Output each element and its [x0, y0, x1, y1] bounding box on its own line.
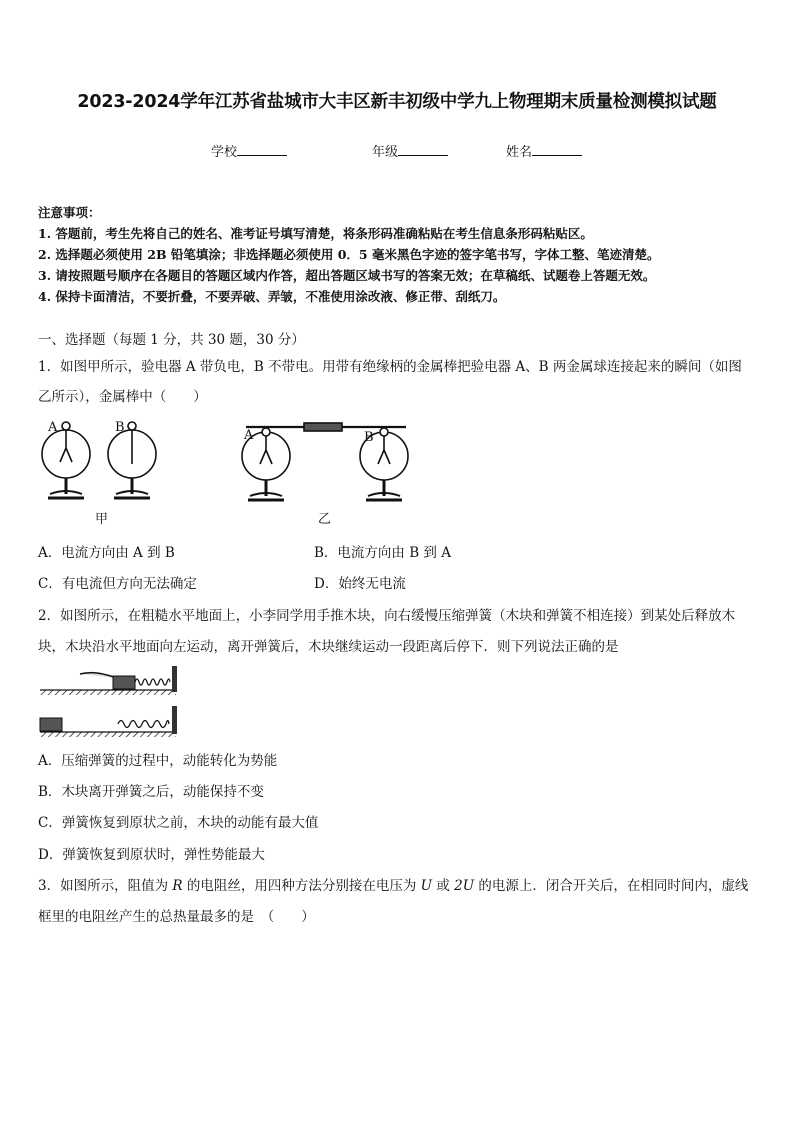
grade-field: [372, 141, 448, 160]
q2-text-line1: 2．如图所示，在粗糙水平地面上，小李同学用手推木块，向右缓慢压缩弹簧（木块和弹簧不相连接）到某处后释放木: [38, 608, 736, 624]
q2-option-d: D．弹簧恢复到原状时，弹性势能最大: [38, 847, 265, 863]
name-field: [506, 141, 582, 160]
q3-text: 的电阻丝，用四种方法分别接在电压为: [182, 878, 421, 894]
school-blank: [237, 143, 287, 156]
q3-text: 或: [432, 878, 455, 894]
page-title: 2023-2024学年江苏省盐城市大丰区新丰初级中学九上物理期末质量检测模拟试题: [77, 92, 717, 112]
q2-option-a: A．压缩弹簧的过程中，动能转化为势能: [38, 753, 278, 769]
school-field: [211, 141, 287, 160]
q1-text-line1: 1．如图甲所示，验电器 A 带负电，B 不带电。用带有绝缘柄的金属棒把验电器 A、B 两金属球连接起来的瞬间（如图: [38, 359, 742, 375]
electroscope-figure-yi: [236, 418, 416, 508]
name-label: 姓名: [506, 145, 533, 160]
figure-jia-caption: 甲: [95, 512, 109, 527]
q3-symbol-u: U: [420, 878, 433, 894]
electroscope-a-label: A: [48, 420, 58, 435]
q2-option-c: C．弹簧恢复到原状之前，木块的动能有最大值: [38, 815, 319, 831]
section-heading: 一、选择题（每题 1 分，共 30 题，30 分）: [38, 332, 305, 348]
note-item: 1. 答题前，考生先将自己的姓名、准考证号填写清楚，将条形码准确粘贴在考生信息条形码粘贴区。: [38, 226, 593, 241]
grade-label: 年级: [372, 145, 399, 160]
electroscope-b-label: B: [364, 430, 374, 445]
notes-heading: 注意事项：: [38, 205, 101, 220]
electroscope-a-label: A: [244, 428, 254, 443]
grade-blank: [398, 143, 448, 156]
electroscope-figure-jia: [38, 418, 168, 508]
q1-option-b: B．电流方向由 B 到 A: [314, 545, 451, 561]
q3-text: 3．如图所示，阻值为: [38, 878, 173, 894]
q3-text: 的电源上．闭合开关后，在相同时间内，虚线: [474, 878, 749, 894]
name-blank: [532, 143, 582, 156]
spring-block-figure: [38, 662, 183, 744]
note-item: 4. 保持卡面清洁，不要折叠，不要弄破、弄皱，不准使用涂改液、修正带、刮纸刀。: [38, 289, 506, 304]
electroscope-b-label: B: [115, 420, 125, 435]
q1-option-a: A．电流方向由 A 到 B: [38, 545, 175, 561]
q1-option-d: D．始终无电流: [314, 576, 406, 592]
q2-option-b: B．木块离开弹簧之后，动能保持不变: [38, 784, 264, 800]
q3-text-line1: [38, 874, 748, 894]
q1-option-c: C．有电流但方向无法确定: [38, 576, 197, 592]
note-item: 2. 选择题必须使用 2B 铅笔填涂；非选择题必须使用 0．5 毫米黑色字迹的签字笔书写，字体工整、笔迹清楚。: [38, 247, 660, 262]
insulating-handle: [304, 423, 342, 431]
school-label: 学校: [211, 145, 238, 160]
q3-symbol-2u: 2U: [454, 878, 475, 894]
q3-symbol-r: R: [172, 878, 183, 894]
note-item: 3. 请按照题号顺序在各题目的答题区域内作答，超出答题区域书写的答案无效；在草稿纸、试题卷上答题无效。: [38, 268, 656, 283]
q2-text-line2: 块，木块沿水平地面向左运动，离开弹簧后，木块继续运动一段距离后停下．则下列说法正确的是: [38, 639, 619, 655]
q1-text-line2: 乙所示），金属棒中（ ）: [38, 389, 207, 405]
figure-yi-caption: 乙: [318, 512, 332, 527]
q3-text-line2: 框里的电阻丝产生的总热量最多的是 （ ）: [38, 909, 315, 925]
